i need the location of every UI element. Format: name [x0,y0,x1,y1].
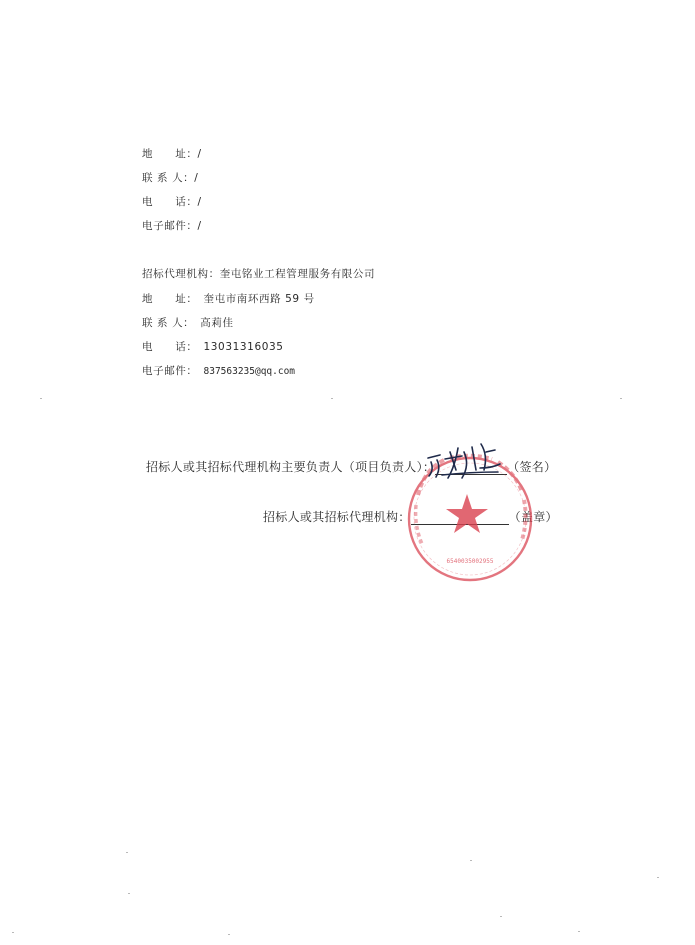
agency-phone-label: 电 话： [142,341,198,353]
tenderer-contact-value: / [194,172,199,184]
tenderer-contact-label: 联 系 人： [142,172,195,184]
agency-address-label: 地 址： [142,293,198,305]
tenderer-address-label: 地 址： [142,148,198,160]
scan-speck [470,860,472,861]
scan-speck [12,932,14,933]
seal-serial: 6540035002955 [446,558,494,565]
agency-email-label: 电子邮件： [142,365,198,377]
scan-speck [126,852,128,853]
scan-speck [578,931,580,932]
agency-name-label: 招标代理机构： [142,268,220,280]
scan-speck [228,934,230,935]
agency-name-value: 奎屯铭业工程管理服务有限公司 [219,268,376,280]
seal-suffix: （盖章） [508,510,558,524]
scan-speck [620,398,622,399]
agency-contact-label: 联 系 人： [142,317,195,329]
agency-address-value: 奎屯市南环西路 59 号 [203,293,315,305]
tenderer-email-label: 电子邮件： [142,220,198,232]
agency-seal-label: 招标人或其招标代理机构： [263,510,411,524]
scan-speck [331,398,333,399]
tenderer-phone-value: / [197,196,202,208]
agency-email-value: 837563235@qq.com [203,366,296,377]
tenderer-address-value: / [197,148,202,160]
agency-phone-value: 13031316035 [203,341,284,353]
tenderer-phone-label: 电 话： [142,196,198,208]
tenderer-email-value: / [197,220,202,232]
responsible-label: 招标人或其招标代理机构主要负责人（项目负责人）： [146,460,436,474]
scan-speck [128,893,130,894]
agency-contact-value: 高莉佳 [200,317,234,329]
sign-suffix: （签名） [507,460,557,474]
scan-speck [40,398,42,399]
scan-speck [657,877,659,878]
scan-speck [500,916,502,917]
